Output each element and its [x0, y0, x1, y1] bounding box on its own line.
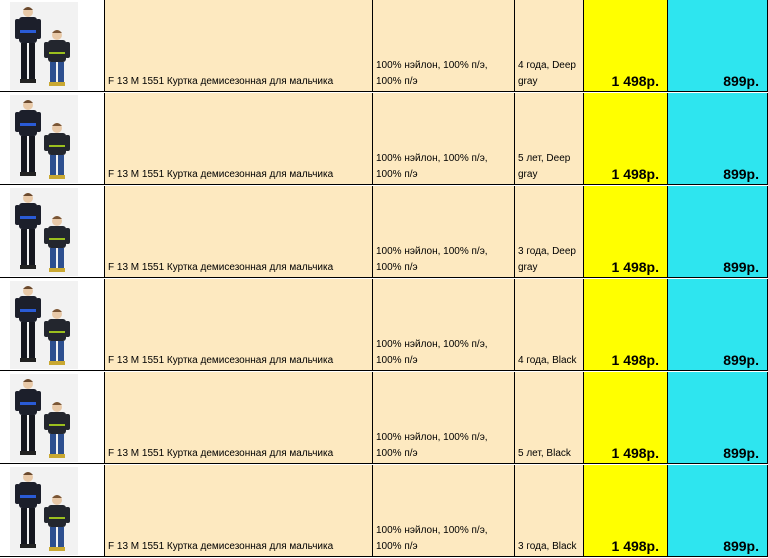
photo-cell[interactable]	[0, 93, 105, 185]
product-sale-price: 899р.	[723, 538, 759, 554]
product-photo-image	[10, 2, 78, 90]
product-photo-image	[10, 281, 78, 369]
product-sale-price: 899р.	[723, 166, 759, 182]
product-size-color: 5 лет, Black	[518, 448, 571, 459]
name-cell[interactable]	[105, 279, 373, 371]
sale-price-cell[interactable]	[668, 0, 768, 92]
product-name: F 13 M 1551 Куртка демисезонная для мальчика	[108, 448, 334, 459]
product-size-color: 4 года, Black	[518, 355, 577, 366]
size-cell[interactable]	[515, 93, 584, 185]
product-material: 100% нэйлон, 100% п/э, 100% п/э	[376, 153, 488, 180]
product-size-color: 5 лет, Deep gray	[518, 153, 571, 180]
material-cell[interactable]	[373, 186, 515, 278]
table-row	[0, 186, 768, 279]
product-photo-image	[10, 467, 78, 555]
photo-cell[interactable]	[0, 372, 105, 464]
product-photo	[10, 467, 78, 555]
product-sale-price: 899р.	[723, 445, 759, 461]
product-material: 100% нэйлон, 100% п/э, 100% п/э	[376, 246, 488, 273]
sale-price-cell[interactable]	[668, 186, 768, 278]
material-cell[interactable]	[373, 0, 515, 92]
product-material: 100% нэйлон, 100% п/э, 100% п/э	[376, 525, 488, 552]
product-photo	[10, 374, 78, 462]
price-cell[interactable]	[584, 372, 668, 464]
size-cell[interactable]	[515, 279, 584, 371]
table-row	[0, 372, 768, 465]
size-cell[interactable]	[515, 0, 584, 92]
product-material: 100% нэйлон, 100% п/э, 100% п/э	[376, 60, 488, 87]
name-cell[interactable]	[105, 0, 373, 92]
table-row	[0, 279, 768, 372]
name-cell[interactable]	[105, 186, 373, 278]
product-sale-price: 899р.	[723, 73, 759, 89]
product-name: F 13 M 1551 Куртка демисезонная для мальчика	[108, 541, 334, 552]
sale-price-cell[interactable]	[668, 279, 768, 371]
product-price: 1 498р.	[611, 73, 659, 89]
product-sale-price: 899р.	[723, 352, 759, 368]
product-photo-image	[10, 95, 78, 183]
name-cell[interactable]	[105, 465, 373, 557]
material-cell[interactable]	[373, 465, 515, 557]
name-cell[interactable]	[105, 372, 373, 464]
product-photo	[10, 95, 78, 183]
price-cell[interactable]	[584, 186, 668, 278]
product-size-color: 4 года, Deep gray	[518, 60, 576, 87]
product-price: 1 498р.	[611, 445, 659, 461]
photo-cell[interactable]	[0, 465, 105, 557]
table-row	[0, 0, 768, 93]
product-name: F 13 M 1551 Куртка демисезонная для мальчика	[108, 169, 334, 180]
table-row	[0, 93, 768, 186]
material-cell[interactable]	[373, 93, 515, 185]
product-photo	[10, 2, 78, 90]
product-size-color: 3 года, Black	[518, 541, 577, 552]
product-material: 100% нэйлон, 100% п/э, 100% п/э	[376, 432, 488, 459]
product-photo-image	[10, 374, 78, 462]
product-name: F 13 M 1551 Куртка демисезонная для мальчика	[108, 76, 334, 87]
name-cell[interactable]	[105, 93, 373, 185]
photo-cell[interactable]	[0, 279, 105, 371]
material-cell[interactable]	[373, 372, 515, 464]
product-name: F 13 M 1551 Куртка демисезонная для мальчика	[108, 262, 334, 273]
product-name: F 13 M 1551 Куртка демисезонная для мальчика	[108, 355, 334, 366]
product-material: 100% нэйлон, 100% п/э, 100% п/э	[376, 339, 488, 366]
sale-price-cell[interactable]	[668, 93, 768, 185]
price-cell[interactable]	[584, 465, 668, 557]
photo-cell[interactable]	[0, 186, 105, 278]
price-cell[interactable]	[584, 0, 668, 92]
size-cell[interactable]	[515, 186, 584, 278]
photo-cell[interactable]	[0, 0, 105, 92]
product-price: 1 498р.	[611, 166, 659, 182]
material-cell[interactable]	[373, 279, 515, 371]
product-sale-price: 899р.	[723, 259, 759, 275]
product-price: 1 498р.	[611, 352, 659, 368]
price-cell[interactable]	[584, 279, 668, 371]
product-price: 1 498р.	[611, 538, 659, 554]
product-photo	[10, 281, 78, 369]
product-size-color: 3 года, Deep gray	[518, 246, 576, 273]
table-row	[0, 465, 768, 558]
price-cell[interactable]	[584, 93, 668, 185]
product-price: 1 498р.	[611, 259, 659, 275]
sale-price-cell[interactable]	[668, 372, 768, 464]
size-cell[interactable]	[515, 465, 584, 557]
sale-price-cell[interactable]	[668, 465, 768, 557]
product-photo-image	[10, 188, 78, 276]
product-photo	[10, 188, 78, 276]
size-cell[interactable]	[515, 372, 584, 464]
